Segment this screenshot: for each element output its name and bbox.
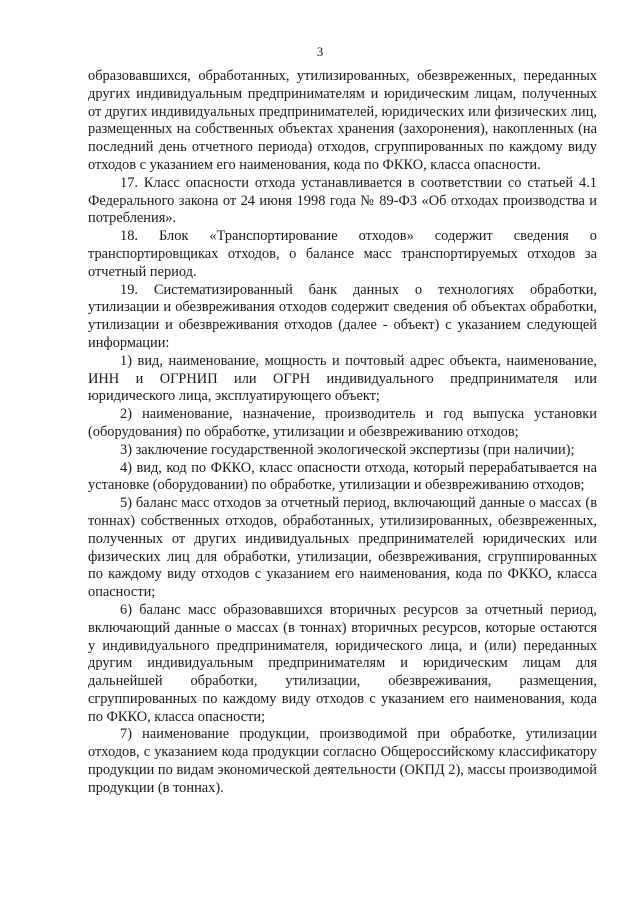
paragraph: 17. Класс опасности отхода устанавливается в соответствии со статьей 4.1 Федерального закона от 24 июня 1998 года № 89-ФЗ «Об отходах производства и потребления». (88, 174, 597, 227)
paragraph: 3) заключение государственной экологической экспертизы (при наличии); (120, 441, 575, 458)
page-number: 3 (316, 44, 324, 59)
paragraph: 1) вид, наименование, мощность и почтовый адрес объекта, наименование, ИНН и ОГРНИП или ОГРН индивидуального предпринимателя или юридического лица, эксплуатирующего объект; (88, 352, 597, 405)
paragraph: 5) баланс масс отходов за отчетный период, включающий данные о массах (в тоннах) собственных отходов, обработанных, утилизированных, обезвреженных, полученных от других индивидуальных предпринимателей юридических или физических лиц для обработки, утилизации, обезвреживания, сгруппированных по каждому виду отходов с указанием его наименования, кода по ФККО, класса опасности; (88, 495, 597, 601)
paragraph: 7) наименование продукции, производимой при обработке, утилизации отходов, с указанием кода продукции согласно Общероссийскому классификатору продукции по видам экономической деятельности (ОКПД 2), массы производимой продукции (в тоннах). (88, 726, 597, 796)
paragraph: образовавшихся, обработанных, утилизированных, обезвреженных, переданных других индивидуальным предпринимателям и юридическим лицам, полученных от других индивидуальных предпринимателей, юридических или физических лиц, размещенных на собственных объектах хранения (захоронения), накопленных (на последний день отчетного периода) отходов, сгруппированных по каждому виду отходов с указанием его наименования, кода по ФККО, класса опасности. (88, 68, 597, 173)
paragraph: 2) наименование, назначение, производитель и год выпуска установки (оборудования) по обработке, утилизации и обезвреживанию отходов; (88, 406, 597, 440)
paragraph: 4) вид, код по ФККО, класс опасности отхода, который перерабатывается на установке (оборудовании) по обработке, утилизации и обезвреживанию отходов; (88, 459, 597, 494)
paragraph: 18. Блок «Транспортирование отходов» содержит сведения о транспортировщиках отходов, о балансе масс транспортируемых отходов за отчетный период. (88, 228, 597, 280)
paragraph: 19. Систематизированный банк данных о технологиях обработки, утилизации и обезвреживания отходов содержит сведения об объектах обработки, утилизации и обезвреживания отходов (далее - объект) с указанием следующей информации: (88, 281, 597, 351)
paragraph: 6) баланс масс образовавшихся вторичных ресурсов за отчетный период, включающий данные о массах (в тоннах) вторичных ресурсов, которые остаются у индивидуального предпринимателя, юридического лица, и (или) переданных другим индивидуальным предпринимателям и юридическим лицам для дальнейшей обработки, утилизации, обезвреживания, размещения, сгруппированных по каждому виду отходов с указанием его наименования, кода по ФККО, класса опасности; (88, 601, 597, 725)
document-body (88, 68, 597, 798)
